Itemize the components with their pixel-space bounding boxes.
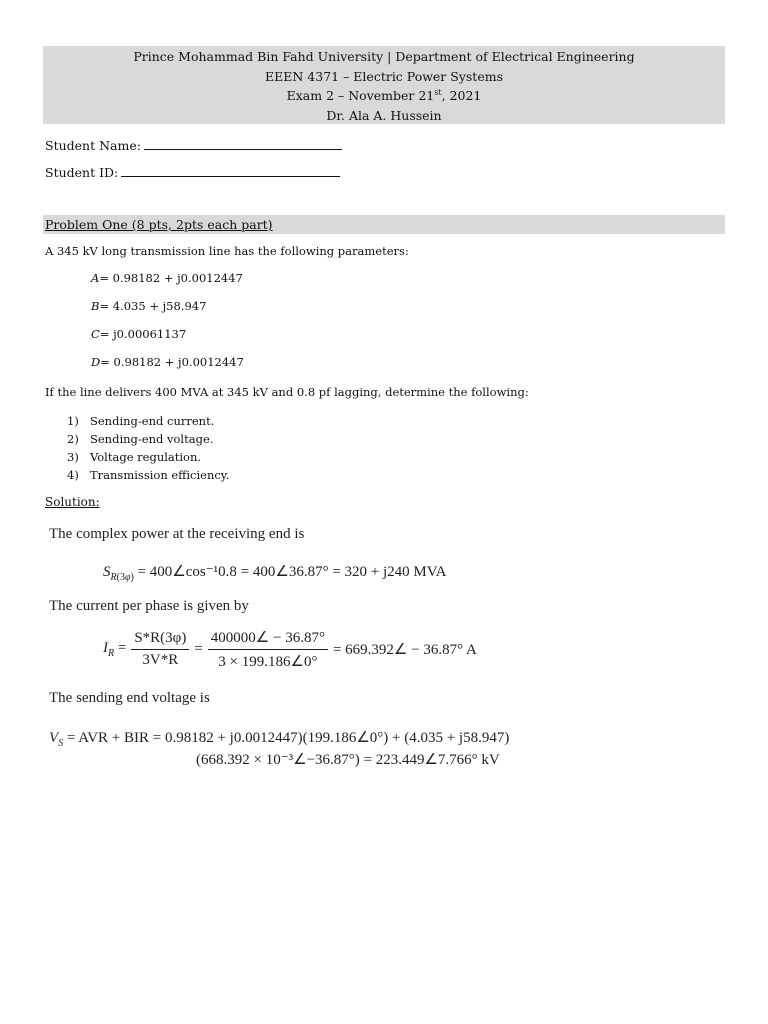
param-b: B= 4.035 + j58.947 [91,299,207,313]
solution-text-current: The current per phase is given by [49,598,249,614]
fraction-power-voltage: $\frac{S*R(3\varphi)}{3V*R}$ [131,630,189,669]
param-a: A= 0.98182 + j0.0012447 [91,271,243,285]
solution-label: Solution: [45,495,100,509]
problem-title-bar [43,215,725,234]
equation-current: $I_R$ = $\frac{S*R(3\varphi)}{3V*R}$ = $\frac{400000\angle - 36.87^\circ}{3 \times 199.186\angle 0^\circ}$ = 669.392∠ − 36.87° A [103,630,477,670]
student-id-blank[interactable] [121,162,340,177]
param-c: C= j0.00061137 [91,327,187,341]
exam-date-line: Exam 2 – November 21st, 2021 [286,87,482,103]
problem-intro: A 345 kV long transmission line has the following parameters: [45,244,409,258]
student-name-field[interactable] [45,135,342,153]
problem-condition: If the line delivers 400 MVA at 345 kV and 0.8 pf lagging, determine the following: [45,385,529,399]
equation-complex-power: $S_{R(3\varphi)}$ = 400∠cos⁻¹0.8 = 400∠36.87° = 320 + j240 MVA [103,564,447,583]
task-list [45,412,229,484]
fraction-numeric: $\frac{400000\angle - 36.87^\circ}{3 \times 199.186\angle 0^\circ}$ [208,628,328,671]
param-d: D= 0.98182 + j0.0012447 [91,355,244,369]
problem-title: Problem One (8 pts, 2pts each part) [45,217,273,232]
exam-header [43,46,725,124]
university-department-line: Prince Mohammad Bin Fahd University | Department of Electrical Engineering [133,49,635,64]
student-name-blank[interactable] [144,135,342,150]
solution-text-complex-power: The complex power at the receiving end is [49,526,305,542]
list-item: 3) Voltage regulation. [67,450,202,464]
list-item: 2) Sending-end voltage. [67,432,214,446]
instructor-line: Dr. Ala A. Hussein [326,107,442,123]
equation-sending-voltage-line1: $V_S$ = AVR + BIR = 0.98182 + j0.0012447)(199.186∠0°) + (4.035 + j58.947) [49,730,510,749]
course-line: EEEN 4371 – Electric Power Systems [265,68,503,84]
solution-text-sending-voltage: The sending end voltage is [49,690,210,706]
student-name-label: Student Name: [45,138,141,153]
list-item: 1) Sending-end current. [67,414,215,428]
equation-sending-voltage-line2: (668.392 × 10⁻³∠−36.87°) = 223.449∠7.766° kV [196,752,500,768]
student-id-field[interactable] [45,162,340,180]
student-id-label: Student ID: [45,165,119,180]
list-item: 4) Transmission efficiency. [67,468,230,482]
